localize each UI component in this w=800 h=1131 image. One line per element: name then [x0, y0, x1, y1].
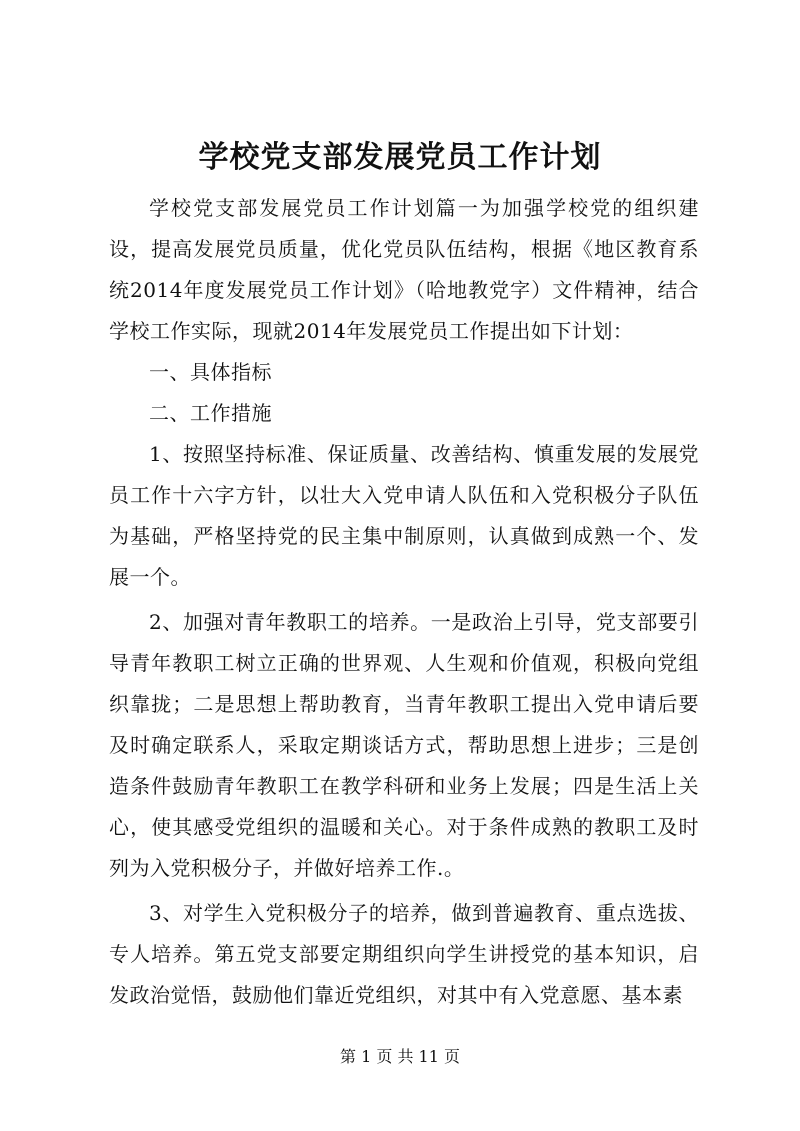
paragraph-section-1-heading: 一、具体指标 [149, 360, 272, 384]
paragraph-measure-2: 2、加强对青年教职工的培养。一是政治上引导，党支部要引导青年教职工树立正确的世界观、人生观和价值观，积极向党组织靠拢；二是思想上帮助教育，当青年教职工提出入党申请后要及时确定联系人，采取定期谈话方式，帮助思想上进步；三是创造条件鼓励青年教职工在教学科研和业务上发展；四是生活上关心，使其感受党组织的温暖和关心。对于条件成熟的教职工及时列为入党积极分子，并做好培养工作.。 [109, 610, 699, 880]
document-title: 学校党支部发展党员工作计划 [198, 140, 602, 175]
paragraph-measure-3: 3、对学生入党积极分子的培养，做到普遍教育、重点选拔、专人培养。第五党支部要定期组织向学生讲授党的基本知识，启发政治觉悟，鼓励他们靠近党组织，对其中有入党意愿、基本素 [109, 901, 699, 1007]
paragraph-intro: 学校党支部发展党员工作计划篇一为加强学校党的组织建设，提高发展党员质量，优化党员队伍结构，根据《地区教育系统2014年度发展党员工作计划》（哈地教党字）文件精神，结合学校工作实际，现就2014年发展党员工作提出如下计划： [109, 196, 699, 343]
document-body [109, 188, 699, 1016]
page-number-footer: 第 1 页 共 11 页 [340, 1047, 460, 1066]
paragraph-measure-1: 1、按照坚持标准、保证质量、改善结构、慎重发展的发展党员工作十六字方针，以壮大入党申请人队伍和入党积极分子队伍为基础，严格坚持党的民主集中制原则，认真做到成熟一个、发展一个。 [109, 442, 699, 589]
paragraph-section-2-heading: 二、工作措施 [149, 401, 272, 425]
